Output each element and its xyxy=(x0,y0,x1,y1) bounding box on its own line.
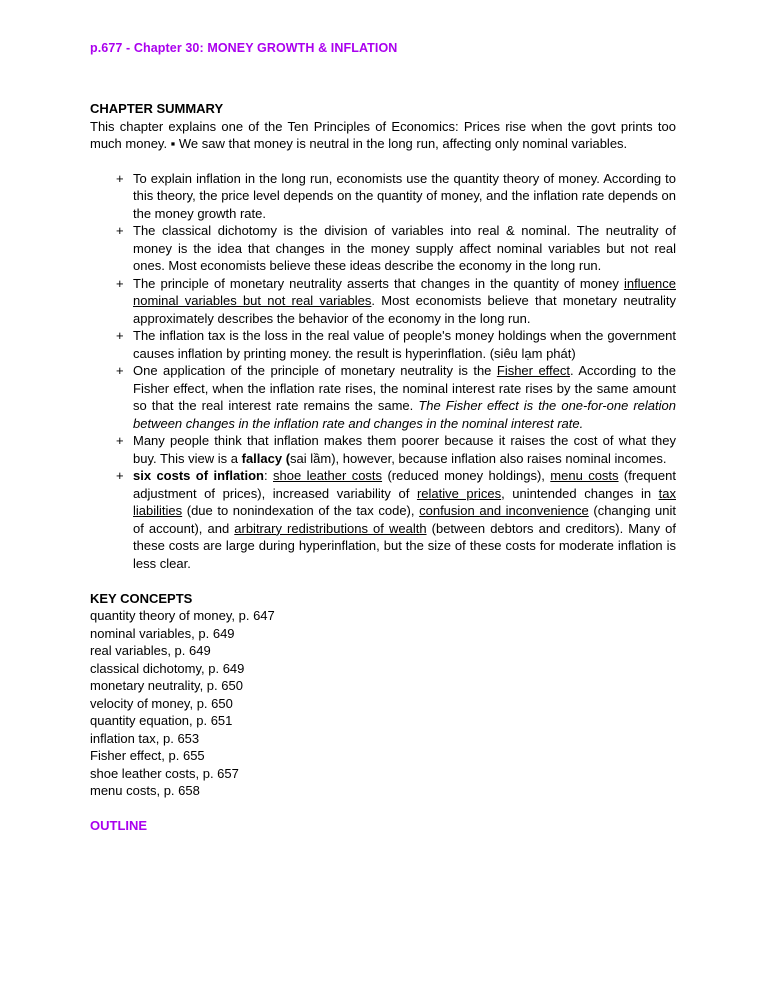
bullet-item-fisher-effect xyxy=(90,362,676,432)
bullet-text-run: (changing unit of account), and xyxy=(133,503,677,536)
key-concept-item: classical dichotomy, p. 649 xyxy=(90,660,245,676)
bullet-text-run: To explain inflation in the long run, economists use the quantity theory of money. According to this theory, the price level depends on the quantity of money, and the inflation rate depends on the money growth rate. xyxy=(133,170,676,221)
bullet-text-run: The inflation tax is the loss in the real value of people's money holdings when the government causes inflation by printing money. the result is hyperinflation. (siêu lạm phát) xyxy=(133,328,676,361)
key-concept-item: quantity equation, p. 651 xyxy=(90,713,233,728)
bullet-item-monetary-neutrality xyxy=(90,275,676,328)
bullet-item-classical-dichotomy xyxy=(90,222,676,275)
key-concepts-section xyxy=(90,590,676,800)
bullet-plus-marker: + xyxy=(116,223,124,238)
bullet-text-run: fallacy ( xyxy=(241,450,291,466)
bullet-text-run: Many people think that inflation makes them poorer because it raises the cost of what they buy. This view is a xyxy=(133,433,676,466)
key-concepts-list xyxy=(90,607,676,800)
bullet-text-run: influence nominal variables but not real variables xyxy=(133,275,676,308)
summary-bullet-list xyxy=(90,170,676,573)
bullet-text-run: : xyxy=(264,468,273,483)
key-concept-item: inflation tax, p. 653 xyxy=(90,730,200,746)
bullet-text-run: One application of the principle of monetary neutrality is the xyxy=(133,363,497,378)
bullet-item-inflation-tax xyxy=(90,327,676,362)
bullet-plus-marker: + xyxy=(116,328,124,343)
bullet-plus-marker: + xyxy=(116,468,124,483)
bullet-text-run: sai lầm), however, because inflation also raises nominal incomes. xyxy=(290,450,667,466)
key-concept-item: Fisher effect, p. 655 xyxy=(90,748,205,763)
bullet-text-run: Fisher effect xyxy=(496,363,571,378)
key-concept-item: nominal variables, p. 649 xyxy=(90,625,235,641)
key-concept-item: quantity theory of money, p. 647 xyxy=(90,608,275,623)
key-concepts-heading: KEY CONCEPTS xyxy=(90,590,193,606)
document-body xyxy=(90,100,676,835)
key-concept-item: menu costs, p. 658 xyxy=(90,783,200,798)
bullet-text-run: . Most economists believe that monetary neutrality approximately describes the behavior of the economy in the long run. xyxy=(133,293,676,326)
bullet-text-run: (due to nonindexation of the tax code), xyxy=(182,503,420,518)
bullet-plus-marker: + xyxy=(116,275,124,291)
chapter-summary-heading: CHAPTER SUMMARY xyxy=(90,101,224,116)
running-header: p.677 - Chapter 30: MONEY GROWTH & INFLATION xyxy=(90,41,398,55)
bullet-text-run: six costs of inflation xyxy=(133,468,264,483)
bullet-text-run: . According to the Fisher effect, when the inflation rate rises, the nominal interest rate rises by the same amount so that the real interest rate remains the same. xyxy=(133,363,677,413)
key-concept-item: monetary neutrality, p. 650 xyxy=(90,678,243,693)
bullet-plus-marker: + xyxy=(116,363,124,378)
bullet-text-run: , unintended changes in xyxy=(501,485,659,501)
chapter-summary-paragraph: This chapter explains one of the Ten Principles of Economics: Prices rise when the govt prints too much money. ▪ We saw that money is neutral in the long run, affecting only nominal variables. xyxy=(90,118,676,151)
bullet-plus-marker: + xyxy=(116,170,124,186)
key-concept-item: real variables, p. 649 xyxy=(90,643,211,658)
bullet-text-run: confusion and inconvenience xyxy=(419,503,589,518)
bullet-plus-marker: + xyxy=(116,433,124,448)
key-concept-item: shoe leather costs, p. 657 xyxy=(90,765,239,781)
bullet-text-run: arbitrary redistributions of wealth xyxy=(234,520,427,536)
key-concept-item: velocity of money, p. 650 xyxy=(90,695,233,711)
bullet-text-run: menu costs xyxy=(550,468,619,483)
bullet-text-run: tax liabilities xyxy=(133,485,676,518)
bullet-text-run: The classical dichotomy is the division of variables into real & nominal. The neutrality of money is the idea that changes in the money supply affect nominal variables but not real ones. Most economists believe these ideas describe the economy in the long run. xyxy=(133,223,676,273)
bullet-text-run: The principle of monetary neutrality asserts that changes in the quantity of money xyxy=(133,275,624,291)
bullet-item-inflation-fallacy xyxy=(90,432,676,467)
bullet-text-run: shoe leather costs xyxy=(273,468,383,483)
bullet-text-run: (frequent adjustment of prices), increased variability of xyxy=(133,468,676,501)
outline-heading: OUTLINE xyxy=(90,818,148,833)
bullet-text-run: relative prices xyxy=(416,485,502,501)
bullet-text-run: (reduced money holdings), xyxy=(382,468,551,483)
bullet-item-six-costs-of-inflation xyxy=(90,467,676,572)
bullet-item-quantity-theory xyxy=(90,170,676,223)
bullet-text-run: (between debtors and creditors). Many of these costs are large during hyperinflation, but the size of these costs for moderate inflation is less clear. xyxy=(133,520,677,571)
bullet-text-run: The Fisher effect is the one-for-one relation between changes in the inflation rate and changes in the nominal interest rate. xyxy=(133,398,676,431)
